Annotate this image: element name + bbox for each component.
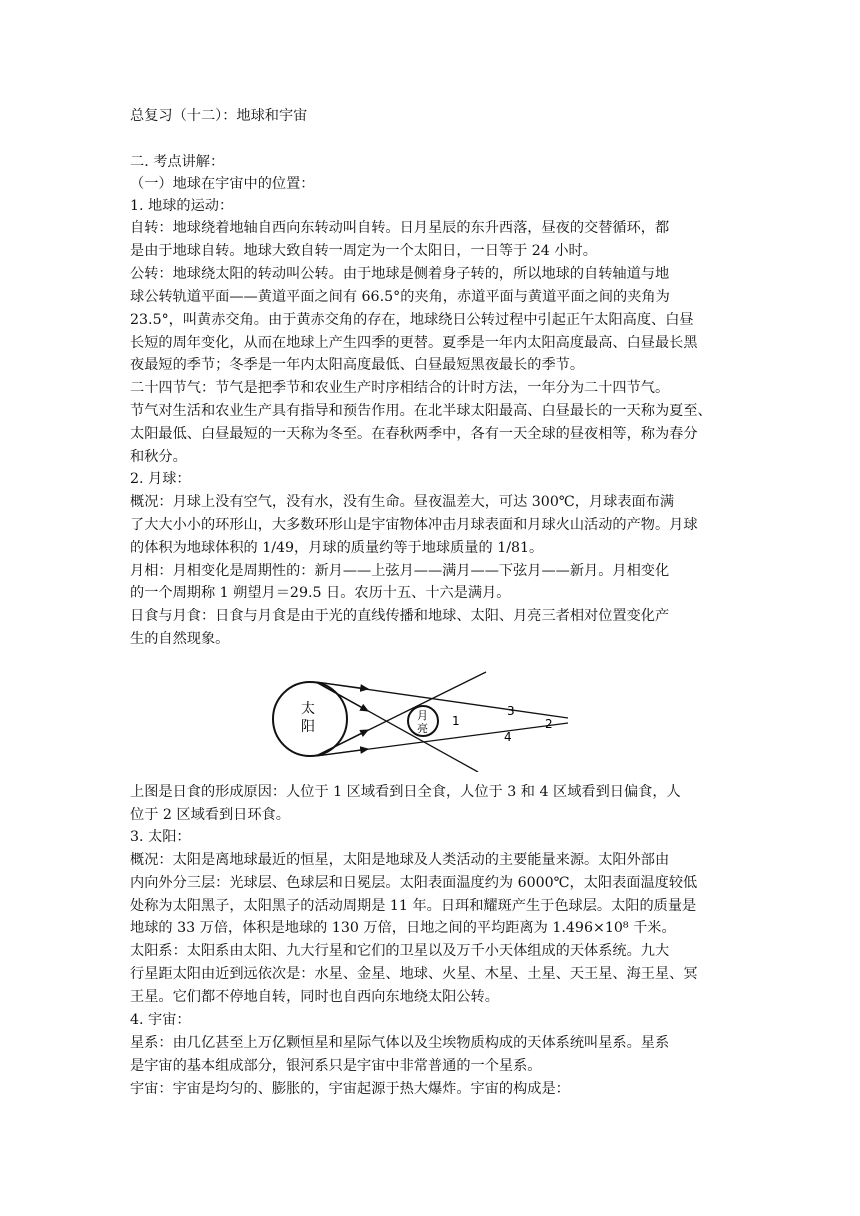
- text-line: 的体积为地球体积的 1/49，月球的质量约等于地球质量的 1/81。: [130, 540, 544, 556]
- text-line: 处称为太阳黑子，太阳黑子的活动周期是 11 年。日珥和耀斑产生于色球层。太阳的质量是: [130, 898, 697, 914]
- solar-eclipse-diagram: [268, 668, 580, 772]
- text-line: 概况：太阳是离地球最近的恒星，太阳是地球及人类活动的主要能量来源。太阳外部由: [130, 852, 670, 868]
- text-line: 了大大小小的环形山，大多数环形山是宇宙物体冲击月球表面和月球火山活动的产物。月球: [130, 517, 698, 533]
- text-line: 位于 2 区域看到日环食。: [130, 807, 290, 823]
- text-line: 是宇宙的基本组成部分，银河系只是宇宙中非常普通的一个星系。: [130, 1058, 542, 1074]
- text-line: 球公转轨道平面——黄道平面之间有 66.5°的夹角，赤道平面与黄道平面之间的夹角为: [130, 289, 670, 305]
- text-line: 是由于地球自转。地球大致自转一周定为一个太阳日，一日等于 24 小时。: [130, 243, 597, 259]
- region-label: 1: [452, 714, 460, 728]
- text-line: 23.5°，叫黄赤交角。由于黄赤交角的存在，地球绕日公转过程中引起正午太阳高度、白昼: [130, 312, 694, 328]
- text-line: 生的自然现象。: [130, 631, 230, 647]
- text-line: 1. 地球的运动：: [130, 198, 234, 214]
- text-line: 节气对生活和农业生产具有指导和预告作用。在北半球太阳最高、白昼最长的一天称为夏至、: [130, 403, 712, 419]
- text-line: 夜最短的季节；冬季是一年内太阳高度最低、白昼最短黑夜最长的季节。: [130, 357, 585, 373]
- text-line: 宇宙：宇宙是均匀的、膨胀的，宇宙起源于热大爆炸。宇宙的构成是：: [130, 1081, 570, 1097]
- text-line: 3. 太阳：: [130, 829, 191, 845]
- text-line: 太阳最低、白昼最短的一天称为冬至。在春秋两季中，各有一天全球的昼夜相等，称为春分: [130, 426, 698, 442]
- text-line: 星系：由几亿甚至上万亿颗恒星和星际气体以及尘埃物质构成的天体系统叫星系。星系: [130, 1035, 670, 1051]
- moon-label: 亮: [417, 722, 428, 735]
- text-line: 二十四节气：节气是把季节和农业生产时序相结合的计时方法，一年分为二十四节气。: [130, 380, 670, 396]
- text-line: 二. 考点讲解：: [130, 154, 225, 170]
- moon-label: 月: [417, 709, 428, 722]
- region-label: 3: [507, 704, 515, 718]
- sun-label: 太: [301, 701, 315, 717]
- text-line: 和秋分。: [130, 449, 187, 465]
- region-label: 2: [545, 717, 553, 731]
- text-line: 的一个周期称 1 朔望月＝29.5 日。农历十五、十六是满月。: [130, 585, 511, 601]
- text-line: 月相：月相变化是周期性的：新月——上弦月——满月——下弦月——新月。月相变化: [130, 563, 670, 579]
- text-line: 自转：地球绕着地轴自西向东转动叫自转。日月星辰的东升西落，昼夜的交替循环，都: [130, 220, 670, 236]
- text-line: 上图是日食的形成原因：人位于 1 区域看到日全食，人位于 3 和 4 区域看到日偏食，人: [130, 784, 681, 800]
- text-line: 内向外分三层：光球层、色球层和日冕层。太阳表面温度约为 6000℃，太阳表面温度较低: [130, 875, 698, 891]
- text-line: 地球的 33 万倍，体积是地球的 130 万倍，日地之间的平均距离为 1.496×10⁸ 千米。: [130, 920, 676, 936]
- text-line: 公转：地球绕太阳的转动叫公转。由于地球是侧着身子转的，所以地球的自转轴道与地: [130, 266, 670, 282]
- text-line: 日食与月食：日食与月食是由于光的直线传播和地球、太阳、月亮三者相对位置变化产: [130, 608, 670, 624]
- text-line: 长短的周年变化，从而在地球上产生四季的更替。夏季是一年内太阳高度最高、白昼最长黑: [130, 335, 698, 351]
- sun-label: 阳: [301, 719, 315, 735]
- text-line: 行星距太阳由近到远依次是：水星、金星、地球、火星、木星、土星、天王星、海王星、冥: [130, 966, 698, 982]
- text-line: （一）地球在宇宙中的位置：: [130, 176, 315, 192]
- text-line: 4. 宇宙：: [130, 1012, 191, 1028]
- text-line: 王星。它们都不停地自转，同时也自西向东地绕太阳公转。: [130, 989, 499, 1005]
- page-title: 总复习（十二）：地球和宇宙: [130, 108, 308, 124]
- text-line: 2. 月球：: [130, 471, 191, 487]
- text-line: 概况：月球上没有空气，没有水，没有生命。昼夜温差大，可达 300℃，月球表面布满: [130, 494, 675, 510]
- text-line: 太阳系：太阳系由太阳、九大行星和它们的卫星以及万千小天体组成的天体系统。九大: [130, 943, 670, 959]
- region-label: 4: [504, 730, 512, 744]
